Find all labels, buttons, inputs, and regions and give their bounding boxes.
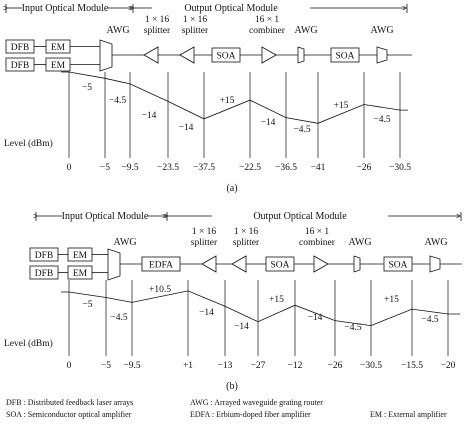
legend-entry: EM : External amplifier: [370, 410, 447, 419]
soa-label: SOA: [216, 51, 236, 62]
level-value-label: −36.5: [275, 163, 297, 173]
soa-label: SOA: [270, 260, 290, 271]
level-value-label: −27: [250, 361, 266, 371]
dfb-label: DFB: [10, 43, 30, 53]
splitter-ratio-label: 1 × 16: [144, 15, 170, 25]
level-value-label: −41: [310, 163, 326, 173]
awg-label: AWG: [294, 25, 318, 36]
level-change-label: +10.5: [149, 285, 171, 295]
level-value-label: −26: [327, 361, 343, 371]
level-value-label: −30.5: [389, 163, 411, 173]
level-value-label: 0: [66, 361, 72, 371]
level-value-label: −26: [356, 163, 372, 173]
output-module-label: Output Optical Module: [184, 3, 278, 14]
legend-entry: DFB : Distributed feedback laser arrays: [6, 398, 134, 407]
splitter-triangle: [180, 47, 194, 63]
awg-label: AWG: [424, 237, 448, 248]
output-module-bracket: [134, 3, 407, 14]
splitter-label: splitter: [190, 238, 218, 248]
level-value-label: 0: [66, 163, 72, 173]
level-change-label: −4.5: [344, 323, 362, 333]
combiner-ratio-label: 16 × 1: [304, 227, 330, 237]
figure-caption: (b): [226, 381, 238, 392]
splitter-label: splitter: [181, 26, 209, 36]
splitter-triangle: [202, 256, 216, 272]
em-label: EM: [72, 269, 88, 279]
diagram-b: [4, 211, 462, 392]
combiner-triangle: [314, 256, 328, 272]
splitter-ratio-label: 1 × 16: [182, 15, 208, 25]
figure-caption: (a): [226, 183, 238, 194]
em-label: EM: [50, 61, 66, 71]
power-level-trace: [69, 291, 460, 326]
splitter-triangle: [144, 47, 158, 63]
level-change-label: −14: [307, 313, 323, 323]
awg-label: AWG: [370, 25, 394, 36]
level-value-label: −15.5: [401, 361, 423, 371]
level-change-label: −4.5: [108, 96, 127, 106]
level-change-label: +15: [384, 295, 399, 305]
dfb-label: DFB: [34, 251, 54, 261]
combiner-label: combiner: [299, 238, 335, 248]
legend-row: [6, 397, 460, 409]
level-change-label: −14: [141, 111, 157, 121]
level-value-label: −9.5: [123, 361, 141, 371]
splitter-label: splitter: [232, 238, 260, 248]
edfa-label: EDFA: [148, 260, 174, 271]
legend-row: [6, 409, 460, 421]
dfb-label: DFB: [34, 269, 54, 279]
combiner-triangle: [262, 47, 276, 63]
input-module-bracket: [36, 211, 167, 222]
awg-label: AWG: [106, 25, 130, 36]
splitter-triangle: [232, 256, 246, 272]
awg-demux-shape: [354, 256, 360, 272]
level-change-label: −4.5: [421, 315, 439, 325]
level-axis-label: Level (dBm): [4, 339, 53, 349]
level-change-label: −4.5: [110, 313, 128, 323]
level-value-label: −20: [440, 361, 456, 371]
level-value-label: −22.5: [239, 163, 261, 173]
splitter-ratio-label: 1 × 16: [233, 227, 259, 237]
splitter-label: splitter: [143, 26, 171, 36]
level-change-label: −14: [178, 123, 194, 133]
em-label: EM: [72, 251, 88, 261]
dfb-label: DFB: [10, 61, 30, 71]
level-change-label: −5: [81, 83, 93, 93]
level-value-label: −23.5: [157, 163, 179, 173]
level-axis-label: Level (dBm): [4, 139, 53, 149]
source-stack: [30, 248, 108, 279]
combiner-label: combiner: [249, 26, 285, 36]
diagram-a: [4, 3, 412, 194]
level-change-label: −14: [234, 322, 249, 332]
level-change-label: −4.5: [373, 115, 391, 125]
combiner-ratio-label: 16 × 1: [254, 15, 280, 25]
level-value-label: −12: [287, 361, 303, 371]
level-value-label: −5: [99, 163, 111, 173]
input-module-bracket: [6, 3, 133, 14]
output-module-label: Output Optical Module: [253, 211, 347, 222]
level-diagram-b: [61, 280, 460, 371]
input-module-label: Input Optical Module: [21, 3, 109, 14]
input-module-label: Input Optical Module: [61, 211, 149, 222]
level-change-label: +15: [333, 101, 349, 111]
legend-entry: EDFA : Erbium-doped fiber amplifier: [190, 410, 311, 419]
legend-entry: [370, 397, 460, 409]
awg-label: AWG: [113, 237, 137, 248]
awg-demux-shape: [430, 256, 440, 272]
level-value-label: −9.5: [121, 163, 139, 173]
output-module-bracket: [168, 211, 461, 222]
legend-entry: AWG : Arrayed waveguide grating router: [190, 398, 323, 407]
level-value-label: −30.5: [360, 361, 382, 371]
awg-demux-shape: [298, 47, 304, 63]
legend-entry: SOA : Semiconductor optical amplifier: [6, 410, 132, 419]
awg-mux-shape: [100, 40, 112, 71]
level-change-label: −5: [82, 300, 93, 310]
level-value-label: −13: [217, 361, 233, 371]
em-label: EM: [50, 43, 66, 53]
level-value-label: −5: [100, 361, 112, 371]
level-value-label: −37.5: [193, 163, 215, 173]
level-value-label: +1: [182, 361, 194, 371]
level-change-label: −14: [199, 308, 214, 318]
splitter-ratio-label: 1 × 16: [191, 227, 217, 237]
soa-label: SOA: [335, 51, 355, 62]
source-stack: [6, 40, 100, 71]
awg-mux-shape: [108, 249, 120, 280]
level-change-label: +15: [219, 96, 235, 106]
awg-demux-shape: [377, 47, 387, 63]
level-change-label: +15: [269, 295, 284, 305]
level-change-label: −14: [260, 118, 276, 128]
level-change-label: −4.5: [293, 125, 311, 135]
level-diagram-a: [61, 72, 411, 173]
awg-label: AWG: [348, 237, 372, 248]
soa-label: SOA: [388, 260, 408, 271]
abbreviation-legend: [6, 397, 460, 421]
